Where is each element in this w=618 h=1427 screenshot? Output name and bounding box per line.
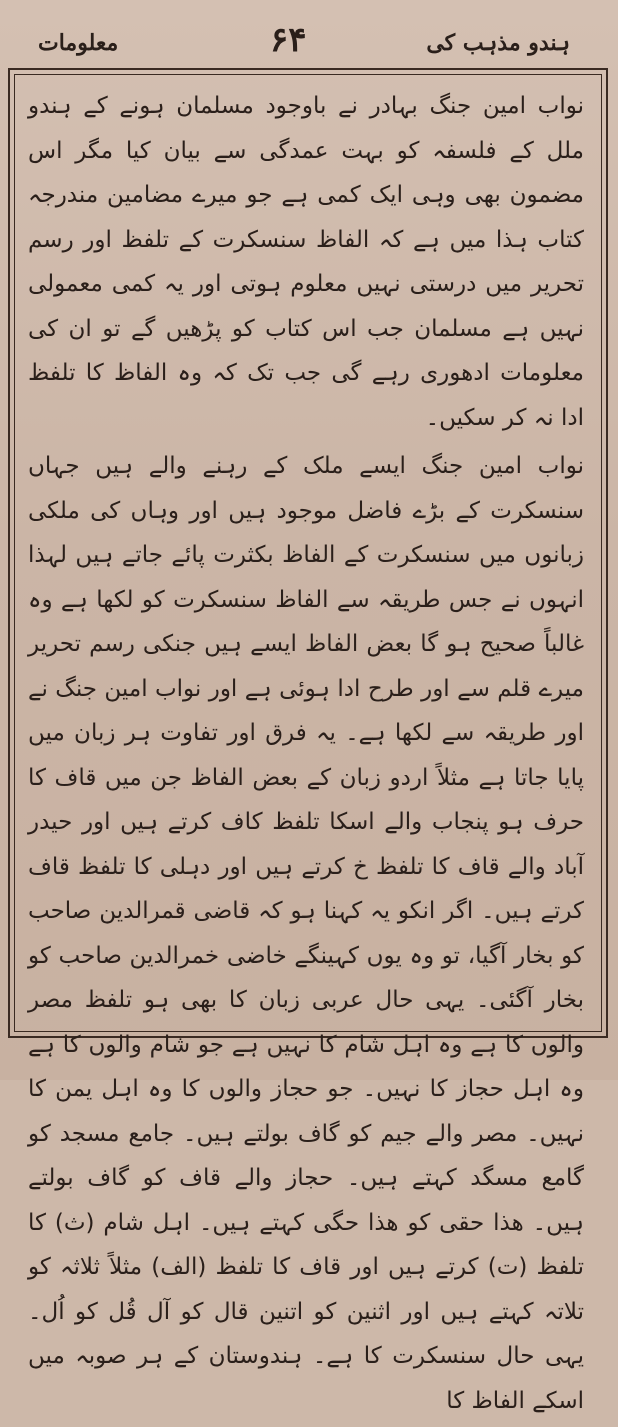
paragraph-1: نواب امین جنگ بہادر نے باوجود مسلمان ہونے کے ہندو ملل کے فلسفہ کو بہت عمدگی سے بیان کیا مگر اس مضمون بھی وہی ایک کمی ہے جو میرے مضامین مندرجہ کتاب ہذا میں ہے کہ الفاظ سنسکرت کے تلفظ اور رسم تحریر میں درستی نہیں معلوم ہوتی اور یہ کمی معمولی نہیں ہے مسلمان جب اس کتاب کو پڑھیں گے تو ان کی معلومات ادھوری رہے گی جب تک کہ وہ الفاظ کا تلفظ ادا نہ کر سکیں۔	[28, 93, 584, 431]
body-text	[28, 84, 584, 1427]
text-frame	[8, 68, 608, 1414]
paragraph-2: نواب امین جنگ ایسے ملک کے رہنے والے ہیں جہاں سنسکرت کے بڑے فاضل موجود ہیں اور وہاں کی ملکی زبانوں میں سنسکرت کے الفاظ بکثرت پائے جاتے ہیں لہذا انہوں نے جس طریقہ سے الفاظ سنسکرت کو لکھا ہے وہ غالباً صحیح ہو گا بعض الفاظ ایسے ہیں جنکی رسم تحریر میرے قلم سے اور طرح ادا ہوئی ہے اور نواب امین جنگ نے اور طریقہ سے لکھا ہے۔ یہ فرق اور تفاوت ہر زبان میں پایا جاتا ہے مثلاً اردو زبان کے بعض الفاظ جن میں قاف کا حرف ہو پنجاب والے اسکا تلفظ کاف کرتے ہیں اور حیدر آباد والے قاف کا تلفظ خ کرتے ہیں اور دہلی کا تلفظ قاف کرتے ہیں۔ اگر انکو یہ کہنا ہو کہ قاضی قمرالدین صاحب کو بخار آگیا، تو وہ یوں کہینگے خاضی خمرالدین صاحب کو بخار آگئی۔ یہی حال عربی زبان کا بھی ہو تلفظ مصر والوں کا ہے وہ اہل شام کا نہیں ہے جو شام والوں کا ہے وہ اہل حجاز کا نہیں۔ جو حجاز والوں کا وہ اہل یمن کا نہیں۔ مصر والے جیم کو گاف بولتے ہیں۔ جامع مسجد کو گامع مسگد کہتے ہیں۔ حجاز والے قاف کو گاف بولتے ہیں۔ ھذا حقی کو ھذا حگی کہتے ہیں۔ اہل شام (ث) کا تلفظ (ت) کرتے ہیں اور قاف کا تلفظ (الف) مثلاً ثلاثہ کو تلاتہ کہتے ہیں اور اثنین کو اتنین قال کو آل قُل کو اُل۔ یہی حال سنسکرت کا ہے۔ ہندوستان کے ہر صوبہ میں اسکے الفاظ کا	[28, 453, 584, 1414]
book-title: ہندو مذہب کی	[426, 30, 570, 56]
section-title: معلومات	[38, 30, 119, 56]
page-header	[0, 18, 618, 68]
page-number: ۶۴	[270, 20, 307, 60]
